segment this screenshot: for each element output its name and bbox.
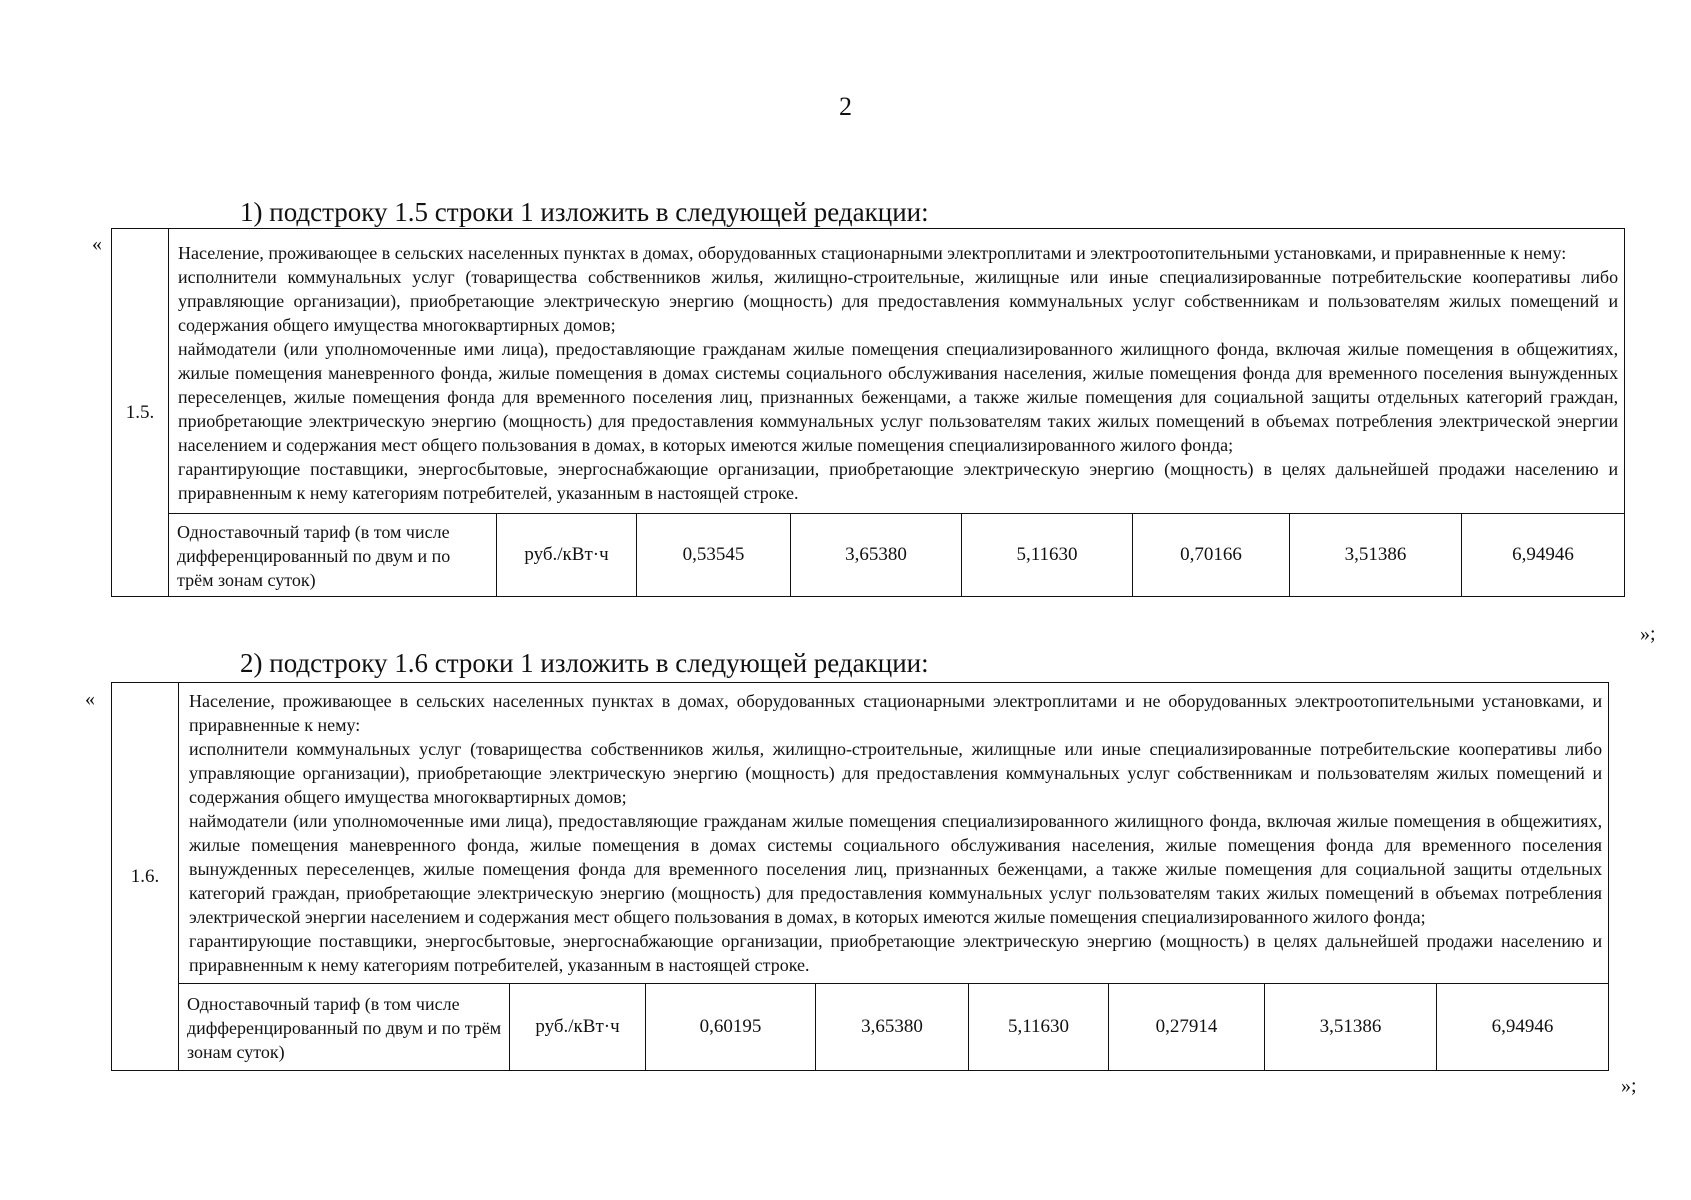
tariff-unit: руб./кВт·ч [497, 514, 637, 597]
section-1-heading: 1) подстроку 1.5 строки 1 изложить в следующей редакции: [240, 197, 929, 227]
row-description [169, 229, 1625, 514]
section-2-close-quote: »; [1621, 1075, 1637, 1097]
tariff-value: 3,51386 [1290, 514, 1462, 597]
row-number: 1.5. [112, 229, 169, 597]
section-2-table [111, 682, 1609, 1071]
description-paragraph: Население, проживающее в сельских населенных пунктах в домах, оборудованных стационарными электроплитами и электроотопительными установками, и приравненные к нему: [178, 243, 1567, 263]
description-paragraph: гарантирующие поставщики, энергосбытовые, энергоснабжающие организации, приобретающие электрическую энергию (мощность) в целях дальнейшей продажи населению и приравненным к нему категориям потребителей, указанным в настоящей строке. [189, 931, 1603, 975]
tariff-label: Одноставочный тариф (в том числе дифференцированный по двум и по трём зонам суток) [179, 984, 510, 1071]
tariff-value: 3,65380 [816, 984, 969, 1071]
page-number: 2 [839, 92, 852, 121]
description-paragraph: исполнители коммунальных услуг (товарищества собственников жилья, жилищно-строительные, жилищные или иные специализированные потребительские кооперативы либо управляющие организации), приобретающие электрическую энергию (мощность) для предоставления коммунальных услуг собственникам и пользователям жилых помещений и содержания общего имущества многоквартирных домов; [189, 739, 1603, 807]
tariff-value: 6,94946 [1437, 984, 1609, 1071]
tariff-unit: руб./кВт·ч [510, 984, 646, 1071]
section-2-heading: 2) подстроку 1.6 строки 1 изложить в следующей редакции: [240, 648, 929, 678]
tariff-value: 0,27914 [1109, 984, 1265, 1071]
description-paragraph: исполнители коммунальных услуг (товарищества собственников жилья, жилищно-строительные, жилищные или иные специализированные потребительские кооперативы либо управляющие организации), приобретающие электрическую энергию (мощность) для предоставления коммунальных услуг собственникам и пользователям жилых помещений и содержания общего имущества многоквартирных домов; [178, 267, 1619, 335]
description-paragraph: наймодатели (или уполномоченные ими лица), предоставляющие гражданам жилые помещения специализированного жилищного фонда, включая жилые помещения в общежитиях, жилые помещения маневренного фонда, жилые помещения в домах системы социального обслуживания населения, жилые помещения фонда для временного поселения вынужденных переселенцев, жилые помещения фонда для временного поселения лиц, признанных беженцами, а также жилые помещения для социальной защиты отдельных категорий граждан, приобретающие электрическую энергию (мощность) для предоставления коммунальных услуг пользователям таких жилых помещений в объемах потребления электрической энергии населением и содержания мест общего пользования в домах, в которых имеются жилые помещения специализированного жилого фонда; [189, 811, 1603, 927]
section-2-open-quote: « [85, 688, 95, 710]
row-number: 1.6. [112, 683, 179, 1071]
tariff-value: 5,11630 [962, 514, 1133, 597]
tariff-value: 3,51386 [1265, 984, 1437, 1071]
tariff-value: 0,53545 [637, 514, 791, 597]
row-description [179, 683, 1609, 984]
description-paragraph: гарантирующие поставщики, энергосбытовые, энергоснабжающие организации, приобретающие электрическую энергию (мощность) в целях дальнейшей продажи населению и приравненным к нему категориям потребителей, указанным в настоящей строке. [178, 459, 1619, 503]
section-1-open-quote: « [92, 233, 102, 255]
tariff-value: 0,70166 [1133, 514, 1290, 597]
description-paragraph: наймодатели (или уполномоченные ими лица), предоставляющие гражданам жилые помещения специализированного жилищного фонда, включая жилые помещения в общежитиях, жилые помещения маневренного фонда, жилые помещения в домах системы социального обслуживания населения, жилые помещения фонда для временного поселения вынужденных переселенцев, жилые помещения фонда для временного поселения лиц, признанных беженцами, а также жилые помещения для социальной защиты отдельных категорий граждан, приобретающие электрическую энергию (мощность) для предоставления коммунальных услуг пользователям таких жилых помещений в объемах потребления электрической энергии населением и содержания мест общего пользования в домах, в которых имеются жилые помещения специализированного жилого фонда; [178, 339, 1619, 455]
description-paragraph: Население, проживающее в сельских населенных пунктах в домах, оборудованных стационарными электроплитами и не оборудованных электроотопительными установками, и приравненные к нему: [189, 691, 1603, 735]
tariff-label: Одноставочный тариф (в том числе дифференцированный по двум и по трём зонам суток) [169, 514, 497, 597]
tariff-value: 3,65380 [791, 514, 962, 597]
section-1-close-quote: »; [1640, 623, 1656, 645]
tariff-value: 5,11630 [969, 984, 1109, 1071]
tariff-value: 6,94946 [1462, 514, 1625, 597]
tariff-value: 0,60195 [646, 984, 816, 1071]
section-1-table [111, 228, 1625, 597]
